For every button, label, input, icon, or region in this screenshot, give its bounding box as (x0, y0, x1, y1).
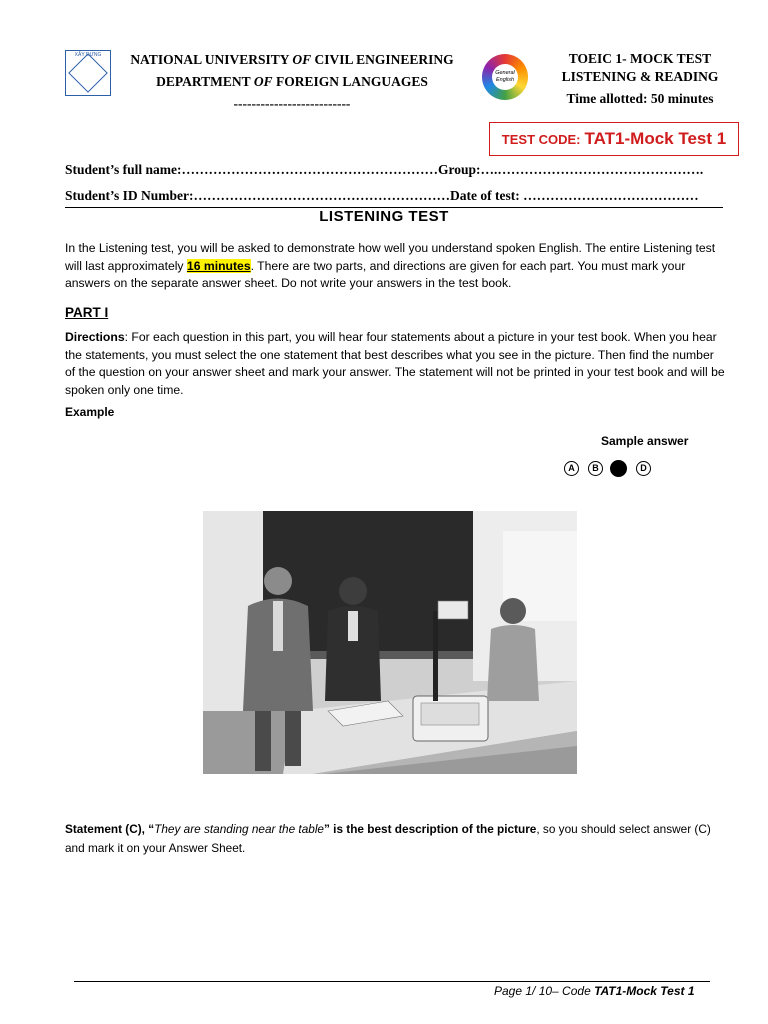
page-number: Page 1/ 10– Code (494, 984, 595, 998)
example-statement: Statement (C), “They are standing near the table” is the best description of the picture, so you should select answer (C) and mark it on your Answer Sheet. (65, 822, 711, 855)
statement-quote: They are standing near the table (154, 822, 324, 836)
time-allotted: Time allotted: 50 minutes (566, 91, 714, 106)
test-code-value: TAT1-Mock Test 1 (584, 129, 727, 148)
example-label: Example (65, 405, 115, 419)
university-name: NATIONAL UNIVERSITY OF CIVIL ENGINEERING (130, 52, 454, 67)
example-photo (203, 511, 577, 774)
test-code-box (489, 122, 739, 156)
part-heading: PART I (65, 305, 109, 320)
institution-header (112, 49, 472, 115)
student-id-field[interactable]: Student’s ID Number:…………………………………………………Date of test: ………………………………… (65, 188, 699, 203)
footer-rule (74, 981, 710, 982)
university-logo (65, 50, 111, 96)
sample-answer-label: Sample answer (601, 434, 689, 448)
header-divider: -------------------------- (233, 96, 351, 111)
listening-intro: In the Listening test, you will be asked to demonstrate how well you understand spoken English. The entire Listening test will last approximately 16 minutes. There are two parts, and directions are given for each part. You must mark your answers on the separate answer sheet. Do not write your answers in the test book. (65, 241, 716, 290)
test-code-label: TEST CODE: (501, 131, 581, 147)
answer-bubble-a[interactable]: A (564, 461, 579, 476)
directions-label: Directions (65, 330, 125, 344)
ring-logo-text: General English (492, 64, 518, 90)
answer-bubble-c-selected[interactable] (610, 460, 627, 477)
answer-bubble-b[interactable]: B (588, 461, 603, 476)
general-english-logo (482, 54, 528, 100)
department-name: DEPARTMENT OF FOREIGN LANGUAGES (156, 74, 428, 89)
test-info (540, 50, 740, 108)
logo-emblem (68, 53, 108, 93)
logo-text: XÂY DỰNG (74, 52, 102, 58)
test-title: TOEIC 1- MOCK TEST (568, 51, 712, 66)
part1-directions: Directions: For each question in this part, you will hear four statements about a picture in your test book. When you hear the statements, you must select the one statement that best describes what you see in the picture. Then find the number of the question on your answer sheet and mark your answer. The statement will not be printed in your test book and will be spoken only one time. (65, 330, 725, 397)
section-title: LISTENING TEST (319, 208, 449, 225)
test-subtitle: LISTENING & READING (561, 69, 719, 84)
answer-bubble-d[interactable]: D (636, 461, 651, 476)
duration-highlight: 16 minutes (186, 258, 251, 273)
page-footer (494, 984, 695, 998)
student-name-field[interactable]: Student’s full name:…………………………………………………Group:….………………………………………. (65, 162, 704, 177)
footer-code: TAT1-Mock Test 1 (594, 984, 695, 998)
